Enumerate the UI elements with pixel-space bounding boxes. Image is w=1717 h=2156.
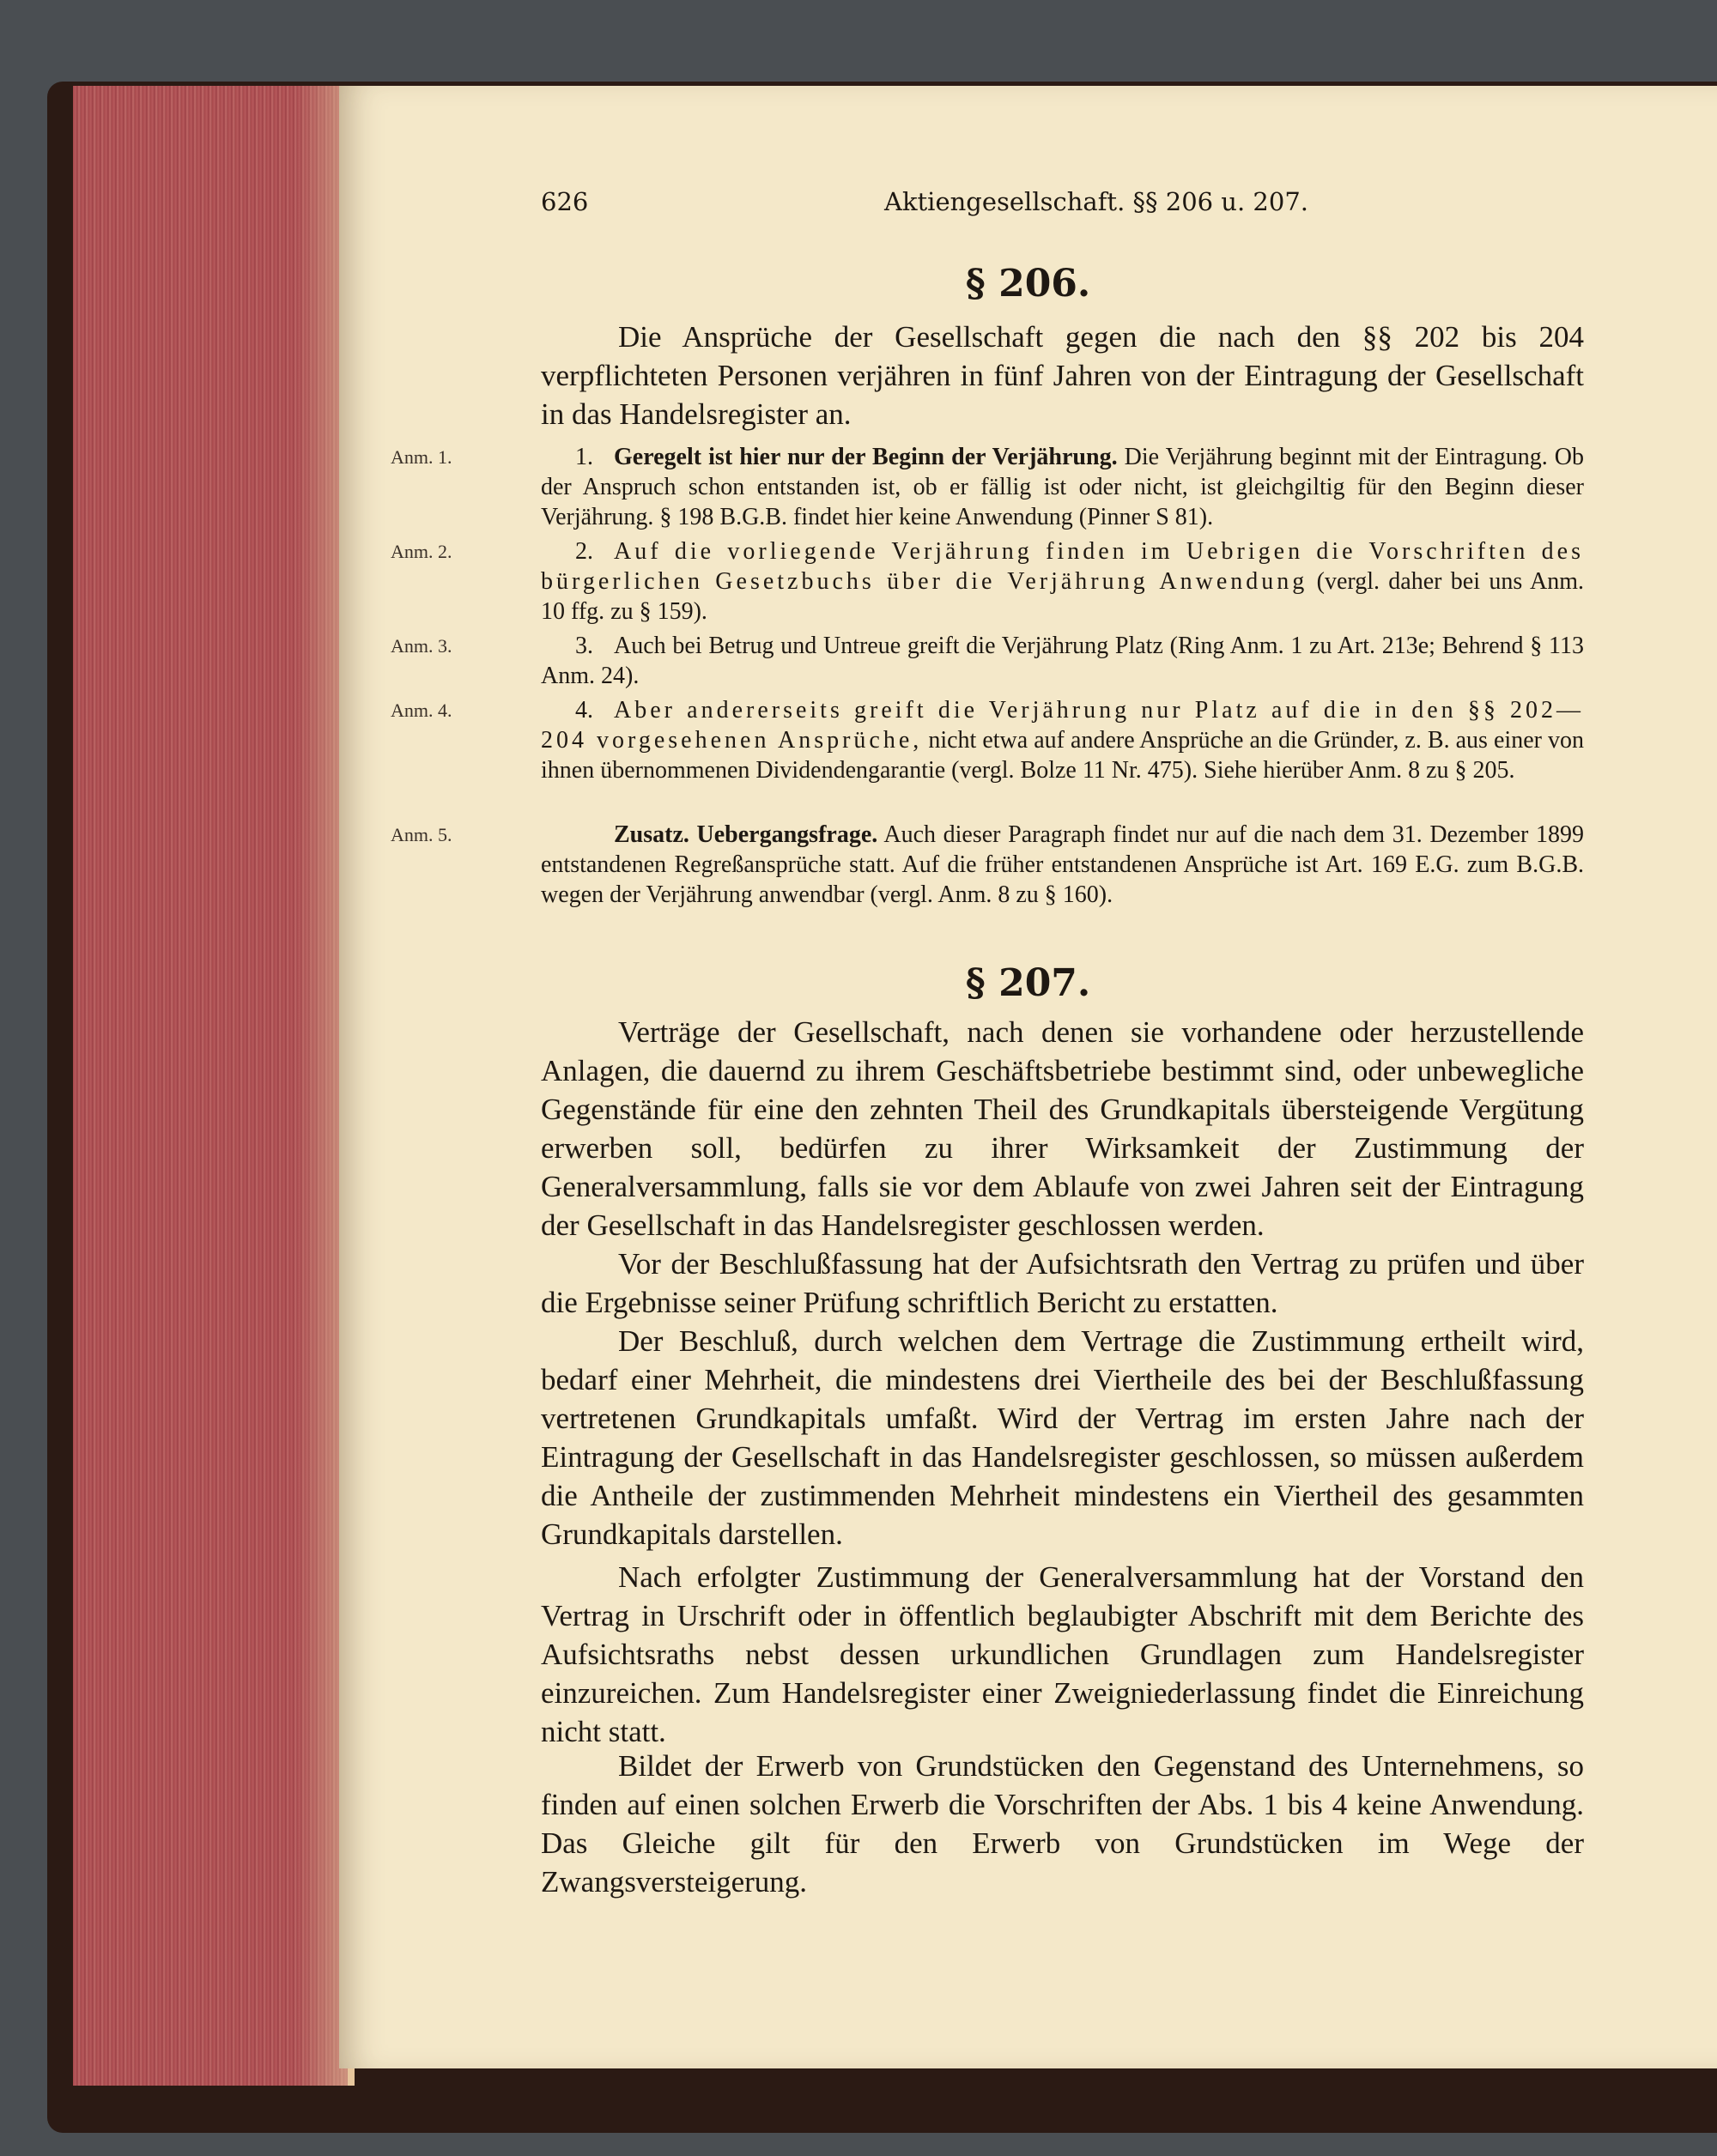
section-207-para-4: Nach erfolgter Zustimmung der Generalversammlung hat der Vorstand den Vertrag in Urschrift oder in öffentlich beglaubigter Abschrift mit dem Berichte des Aufsichtsraths nebst dessen urkundlichen Grundlagen zum Handelsregister einzureichen. Zum Handelsregister einer Zweigniederlassung findet die Einreichung nicht statt. bbox=[541, 1560, 1584, 1748]
note-2: Anm. 2. 2. Auf die vorliegende Verjährung finden im Uebrigen die Vorschriften des bürgerlichen Gesetzbuchs über die Verjährung Anwendung (vergl. daher bei uns Anm. 10 ffg. zu § 159). bbox=[391, 538, 1585, 625]
section-207-heading: § 207. bbox=[965, 961, 1091, 1005]
running-header bbox=[541, 187, 1571, 221]
book-page bbox=[339, 86, 1717, 2068]
note-1: Anm. 1. 1. Geregelt ist hier nur der Beginn der Verjährung. Die Verjährung beginnt mit der Eintragung. Ob der Anspruch schon entstanden ist, ob er fällig ist oder nicht, ist gleichgiltig für den Beginn dieser Verjährung. § 198 B.G.B. findet hier keine Anwendung (Pinner S 81). bbox=[391, 444, 1584, 530]
note-5: Anm. 5. Zusatz. Uebergangsfrage. Auch dieser Paragraph findet nur auf die nach dem 31. Dezember 1899 entstandenen Regreßansprüche statt. Auf die früher entstandenen Ansprüche ist Art. 169 E.G. zum B.G.B. wegen der Verjährung anwendbar (vergl. Anm. 8 zu § 160). bbox=[391, 821, 1584, 908]
section-206-heading: § 206. bbox=[965, 262, 1091, 306]
note-3: Anm. 3. 3. Auch bei Betrug und Untreue greift die Verjährung Platz (Ring Anm. 1 zu Art. 213e; Behrend § 113 Anm. 24). bbox=[391, 633, 1584, 689]
running-title: Aktiengesellschaft. §§ 206 u. 207. bbox=[884, 187, 1308, 216]
margin-label: Anm. 1. bbox=[391, 446, 452, 468]
section-207-para-2: Vor der Beschlußfassung hat der Aufsichtsrath den Vertrag zu prüfen und über die Ergebnisse seiner Prüfung schriftlich Bericht zu erstatten. bbox=[541, 1247, 1584, 1319]
margin-label: Anm. 5. bbox=[391, 824, 452, 845]
section-207-para-3: Der Beschluß, durch welchen dem Vertrage die Zustimmung ertheilt wird, bedarf einer Mehrheit, die mindestens drei Viertheile des bei der Beschlußfassung vertretenen Grundkapitals umfaßt. Wird der Vertrag im ersten Jahre nach der Eintragung der Gesellschaft in das Handelsregister geschlossen, so müssen außerdem die Antheile der zustimmenden Mehrheit mindestens ein Viertheil des gesammten Grundkapitals darstellen. bbox=[541, 1324, 1584, 1551]
section-207-para-1: Verträge der Gesellschaft, nach denen sie vorhandene oder herzustellende Anlagen, die dauernd zu ihrem Geschäftsbetriebe bestimmt sind, oder unbewegliche Gegenstände für eine den zehnten Theil des Grundkapitals übersteigende Vergütung erwerben soll, bedürfen zu ihrer Wirksamkeit der Zustimmung der Generalversammlung, falls sie vor dem Ablaufe von zwei Jahren seit der Eintragung der Gesellschaft in das Handelsregister geschlossen werden. bbox=[541, 1015, 1584, 1242]
margin-label: Anm. 2. bbox=[391, 541, 452, 562]
page-edges bbox=[73, 86, 355, 2086]
page-number: 626 bbox=[541, 187, 589, 216]
margin-label: Anm. 3. bbox=[391, 635, 452, 657]
margin-label: Anm. 4. bbox=[391, 699, 452, 721]
note-4: Anm. 4. 4. Aber andererseits greift die Verjährung nur Platz auf die in den §§ 202—204 vorgesehenen Ansprüche, nicht etwa auf andere Ansprüche an die Gründer, z. B. aus einer von ihnen übernommenen Dividendengarantie (vergl. Bolze 11 Nr. 475). Siehe hierüber Anm. 8 zu § 205. bbox=[391, 697, 1584, 784]
section-207-para-5: Bildet der Erwerb von Grundstücken den Gegenstand des Unternehmens, so finden auf einen solchen Erwerb die Vorschriften der Abs. 1 bis 4 keine Anwendung. Das Gleiche gilt für den Erwerb von Grundstücken im Wege der Zwangsversteigerung. bbox=[541, 1749, 1584, 1899]
section-206-body: Die Ansprüche der Gesellschaft gegen die nach den §§ 202 bis 204 verpflichteten Personen verjähren in fünf Jahren von der Eintragung der Gesellschaft in das Handelsregister an. bbox=[541, 320, 1584, 431]
